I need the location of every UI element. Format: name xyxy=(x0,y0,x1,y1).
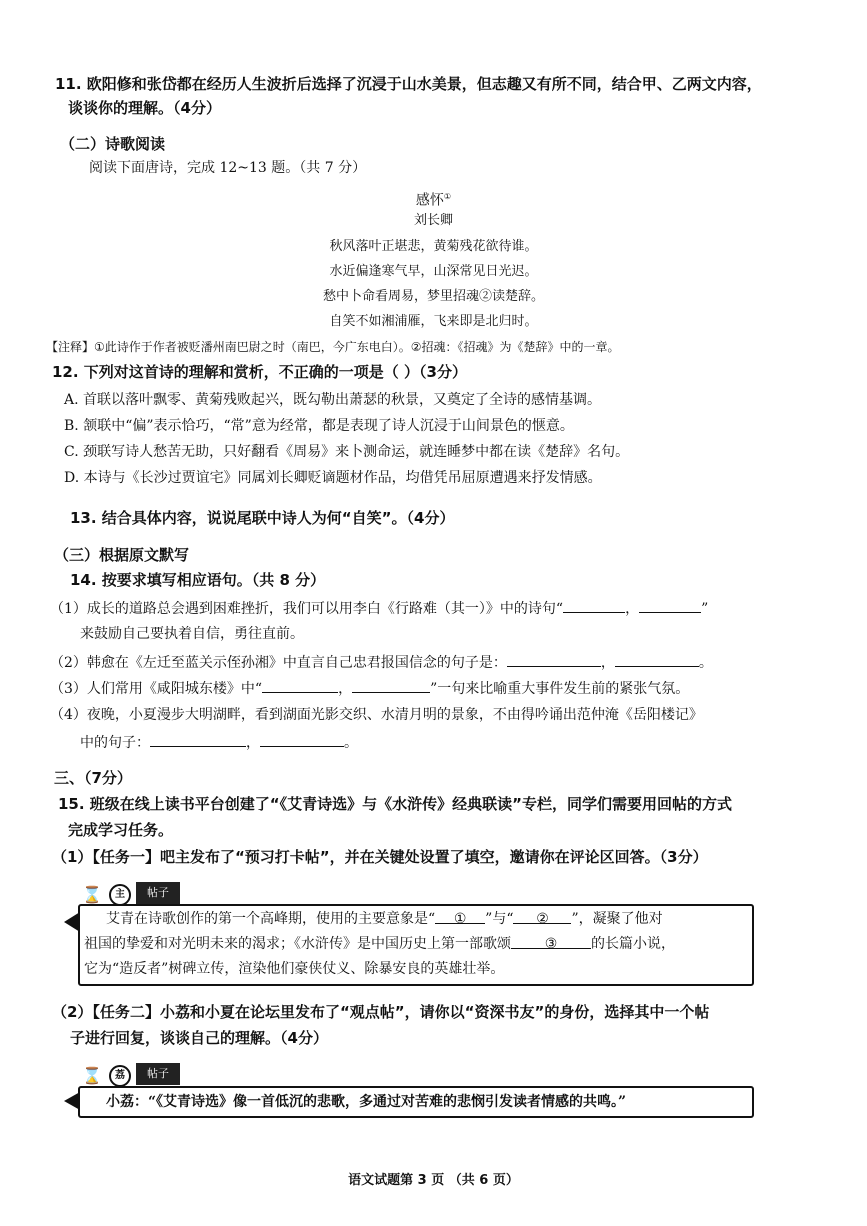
poem-line-1: 秋风落叶正堪悲，黄菊残花欲待谁。 xyxy=(329,239,538,254)
q14-item1-prefix: （1）成长的道路总会遇到困难挫折，我们可以用李白《行路难（其一）》中的诗句“ xyxy=(50,601,564,617)
q14-item2-comma: ， xyxy=(600,655,615,671)
post1-l2-suffix: 的长篇小说， xyxy=(591,936,675,952)
section-dictation-title: （三）根据原文默写 xyxy=(54,546,190,564)
section-poetry-intro: 阅读下面唐诗，完成 12~13 题。（共 7 分） xyxy=(89,160,367,176)
q14-item4-period: 。 xyxy=(344,735,358,751)
q14-item1-blank-2[interactable] xyxy=(639,598,701,613)
poem-line-2: 水近偏逢寒气早，山深常见日光迟。 xyxy=(329,264,538,279)
q14-item3-blank-2[interactable] xyxy=(352,678,430,693)
post1-l1-suffix: ”，凝聚了他对 xyxy=(571,911,663,927)
question-15-line1: 15. 班级在线上读书平台创建了“《艾青诗选》与《水浒传》经典联读”专栏，同学们需要用回帖的方式 xyxy=(58,795,733,813)
q14-item1-comma: ， xyxy=(625,601,640,617)
post1-blank-1[interactable] xyxy=(435,909,485,927)
question-13: 13. 结合具体内容，说说尾联中诗人为何“自笑”。（4分） xyxy=(70,509,455,527)
poem-title xyxy=(0,188,867,210)
poem-annotation: 【注释】①此诗作于作者被贬潘州南巴尉之时（南巴，今广东电白）。②招魂：《招魂》为《楚辞》中的一章。 xyxy=(46,340,620,354)
question-11-line1: 11. 欧阳修和张岱都在经历人生波折后选择了沉浸于山水美景，但志趣又有所不同，结合甲、乙两文内容， xyxy=(55,75,762,93)
question-14-item-4: （4）夜晚，小夏漫步大明湖畔，看到湖面光影交织、水清月明的景象，不由得吟诵出范仲淹《岳阳楼记》 xyxy=(50,707,703,723)
post1-blank-1-label: ① xyxy=(453,911,467,927)
post1-blank-3-label: ③ xyxy=(544,936,558,952)
section-poetry-title: （二）诗歌阅读 xyxy=(60,135,166,153)
question-15-task2-line1: （2）【任务二】小荔和小夏在论坛里发布了“观点帖”，请你以“资深书友”的身份，选择其中一个帖 xyxy=(52,1003,710,1021)
poem-author: 刘长卿 xyxy=(413,213,453,228)
hourglass-icon: ⌛ xyxy=(82,1066,102,1085)
question-14-item-3 xyxy=(50,678,689,699)
question-14-item-4-cont xyxy=(80,732,358,753)
post1-l1-mid: ”与“ xyxy=(485,911,514,927)
question-11-line2: 谈谈你的理解。（4分） xyxy=(68,99,221,117)
avatar: 主 xyxy=(109,884,131,906)
q14-item4-blank-2[interactable] xyxy=(260,732,344,747)
question-12-option-a: A. 首联以落叶飘零、黄菊残败起兴，既勾勒出萧瑟的秋景，又奠定了全诗的感情基调。 xyxy=(64,392,602,408)
q14-item2-prefix: （2）韩愈在《左迁至蓝关示侄孙湘》中直言自己忠君报国信念的句子是： xyxy=(50,655,507,671)
q14-item2-blank-2[interactable] xyxy=(615,652,699,667)
post1-blank-3[interactable] xyxy=(511,934,591,952)
post-tag: 帖子 xyxy=(136,882,180,904)
poem-line-3: 愁中卜命看周易，梦里招魂②读楚辞。 xyxy=(322,289,544,304)
q14-item3-comma: ， xyxy=(338,681,353,697)
avatar: 荔 xyxy=(109,1065,131,1087)
question-14-item-1-cont: 来鼓励自己要执着自信，勇往直前。 xyxy=(80,626,304,642)
post-tag: 帖子 xyxy=(136,1063,180,1085)
q14-item4-blank-1[interactable] xyxy=(150,732,246,747)
question-14-item-1 xyxy=(50,598,708,619)
part-three-title: 三、（7分） xyxy=(54,769,132,787)
post1-l1-prefix: 艾青在诗歌创作的第一个高峰期，使用的主要意象是“ xyxy=(106,911,436,927)
post-1-line2 xyxy=(84,934,675,954)
question-15-task2-line2: 子进行回复，谈谈自己的理解。（4分） xyxy=(70,1029,328,1047)
poem-title-text: 感怀 xyxy=(415,192,444,209)
question-12-stem: 12. 下列对这首诗的理解和赏析，不正确的一项是（ ）（3分） xyxy=(52,363,467,381)
poem-title-footnote-mark: ① xyxy=(443,192,452,201)
question-14-item-2 xyxy=(50,652,713,673)
q14-item2-period: 。 xyxy=(698,655,713,671)
question-14-stem: 14. 按要求填写相应语句。（共 8 分） xyxy=(70,571,326,589)
q14-item2-blank-1[interactable] xyxy=(507,652,601,667)
poem-line-4: 自笑不如湘浦雁，飞来即是北归时。 xyxy=(329,314,538,329)
post1-l2-prefix: 祖国的挚爱和对光明未来的渴求；《水浒传》是中国历史上第一部歌颂 xyxy=(84,936,511,952)
post-1-line3: 它为“造反者”树碑立传，渲染他们豪侠仗义、除暴安良的英雄壮举。 xyxy=(84,961,505,977)
q14-item1-close-quote: ” xyxy=(701,601,709,617)
post1-blank-2[interactable] xyxy=(513,909,571,927)
post-1-line1 xyxy=(106,909,663,929)
q14-item1-blank-1[interactable] xyxy=(563,598,625,613)
question-12-option-c: C. 颈联写诗人愁苦无助，只好翻看《周易》来卜测命运，就连睡梦中都在读《楚辞》名句。 xyxy=(64,444,630,460)
question-12-option-d: D. 本诗与《长沙过贾谊宅》同属刘长卿贬谪题材作品，均借凭吊屈原遭遇来抒发情感。 xyxy=(64,470,602,486)
question-15-line2: 完成学习任务。 xyxy=(68,821,174,839)
q14-item3-prefix: （3）人们常用《咸阳城东楼》中“ xyxy=(50,681,263,697)
page-footer: 语文试题第 3 页 （共 6 页） xyxy=(348,1173,519,1188)
post-2-bubble xyxy=(78,1086,754,1118)
q14-item4-comma: ， xyxy=(246,735,260,751)
post-2-text: 小荔：“《艾青诗选》像一首低沉的悲歌，多通过对苦难的悲悯引发读者情感的共鸣。” xyxy=(106,1094,627,1110)
post1-blank-2-label: ② xyxy=(536,911,549,927)
q14-item4-prefix: 中的句子： xyxy=(80,735,150,751)
post-1-bubble xyxy=(78,904,754,986)
q14-item3-suffix: ”一句来比喻重大事件发生前的紧张气氛。 xyxy=(430,681,690,697)
hourglass-icon: ⌛ xyxy=(82,885,102,904)
question-12-option-b: B. 颔联中“偏”表示恰巧，“常”意为经常，都是表现了诗人沉浸于山间景色的惬意。 xyxy=(64,418,574,434)
q14-item3-blank-1[interactable] xyxy=(262,678,338,693)
question-15-task1: （1）【任务一】吧主发布了“预习打卡帖”，并在关键处设置了填空，邀请你在评论区回答。（3分） xyxy=(52,848,708,866)
